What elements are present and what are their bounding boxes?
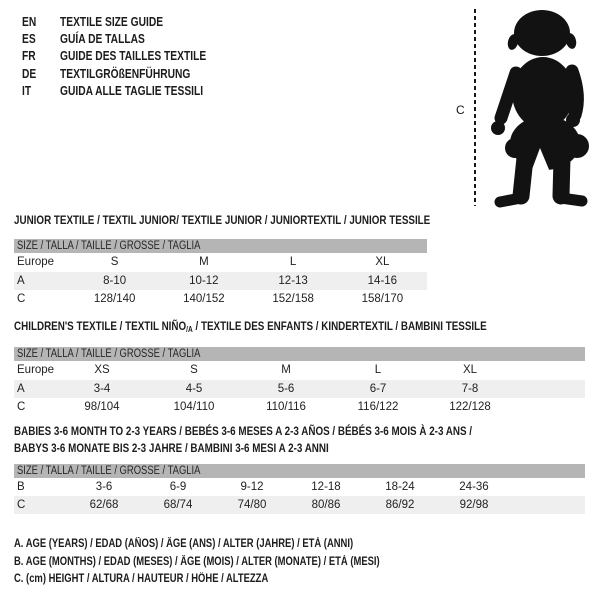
size-header-row: SIZE / TALLA / TAILLE / GRÖSSE / TAGLIA bbox=[14, 239, 427, 253]
lang-code-fr: FR bbox=[22, 49, 36, 64]
table-row: Europe XS S M L XL bbox=[14, 361, 585, 380]
table-row: B 3-6 6-9 9-12 12-18 18-24 24-36 bbox=[14, 478, 585, 496]
row-label: C bbox=[17, 401, 26, 413]
lang-code-en: EN bbox=[22, 15, 37, 29]
table-row: A 8-10 10-12 12-13 14-16 bbox=[14, 272, 427, 290]
lang-label-en: TEXTILE SIZE GUIDE bbox=[60, 15, 164, 29]
babies-size-table bbox=[14, 464, 585, 514]
row-label: Europe bbox=[17, 256, 55, 268]
row-label: B bbox=[17, 481, 25, 493]
footnote-c: C. (cm) HEIGHT / ALTURA / HAUTEUR / HÖHE / ALTEZZA bbox=[14, 573, 269, 585]
lang-row-de bbox=[22, 66, 238, 83]
row-label: Europe bbox=[17, 364, 55, 376]
children-table-title: CHILDREN'S TEXTILE / TEXTIL NIÑO/A / TEXTILE DES ENFANTS / KINDERTEXTIL / BAMBINI TESSILE bbox=[14, 319, 487, 334]
table-row: A 3-4 4-5 5-6 6-7 7-8 bbox=[14, 380, 585, 398]
row-label: A bbox=[17, 275, 25, 287]
children-size-table bbox=[14, 347, 585, 416]
row-label: C bbox=[17, 293, 26, 305]
table-row: C 128/140 140/152 152/158 158/170 bbox=[14, 290, 427, 308]
lang-row-es bbox=[22, 31, 238, 48]
lang-code-it: IT bbox=[22, 83, 32, 98]
toddler-silhouette-icon bbox=[483, 8, 595, 208]
footnote-b: B. AGE (MONTHS) / EDAD (MESES) / ÂGE (MOIS) / ALTER (MONATE) / ETÀ (MESI) bbox=[14, 555, 380, 568]
babies-table-title: BABIES 3-6 MONTH TO 2-3 YEARS / BEBÉS 3-6 MESES A 2-3 AÑOS / BÉBÉS 3-6 MOIS À 2-3 ANS / BABYS 3-6 MONATE BIS 2-3 JAHRE / BAMBINI 3-6 MESI A 2-3 ANNI bbox=[14, 424, 473, 455]
lang-label-it: GUIDA ALLE TAGLIE TESSILI bbox=[60, 83, 204, 98]
height-measure-dashed-line bbox=[474, 9, 476, 206]
junior-table-title: JUNIOR TEXTILE / TEXTIL JUNIOR/ TEXTILE JUNIOR / JUNIORTEXTIL / JUNIOR TESSILE bbox=[14, 213, 431, 227]
lang-row-en bbox=[22, 14, 238, 31]
row-label: A bbox=[17, 383, 25, 395]
size-header-row: SIZE / TALLA / TAILLE / GRÖSSE / TAGLIA bbox=[14, 464, 585, 478]
row-label: C bbox=[17, 499, 26, 511]
lang-label-fr: GUIDE DES TAILLES TEXTILE bbox=[60, 49, 207, 64]
junior-size-table bbox=[14, 239, 427, 308]
lang-row-it bbox=[22, 83, 238, 100]
size-header-row: SIZE / TALLA / TAILLE / GRÖSSE / TAGLIA bbox=[14, 347, 585, 361]
footnotes bbox=[14, 536, 460, 589]
table-row: Europe S M L XL bbox=[14, 253, 427, 272]
lang-label-de: TEXTILGRÖßENFÜHRUNG bbox=[60, 66, 191, 81]
table-row: C 98/104 104/110 110/116 116/122 122/128 bbox=[14, 398, 585, 416]
lang-row-fr bbox=[22, 48, 238, 65]
lang-code-de: DE bbox=[22, 66, 37, 81]
lang-code-es: ES bbox=[22, 32, 36, 47]
language-title-list bbox=[22, 14, 238, 100]
height-measure-label: C bbox=[456, 103, 465, 117]
lang-label-es: GUÍA DE TALLAS bbox=[60, 32, 145, 47]
table-row: C 62/68 68/74 74/80 80/86 86/92 92/98 bbox=[14, 496, 585, 514]
footnote-a: A. AGE (YEARS) / EDAD (AÑOS) / ÂGE (ANS) / ALTER (JAHRE) / ETÀ (ANNI) bbox=[14, 538, 354, 550]
